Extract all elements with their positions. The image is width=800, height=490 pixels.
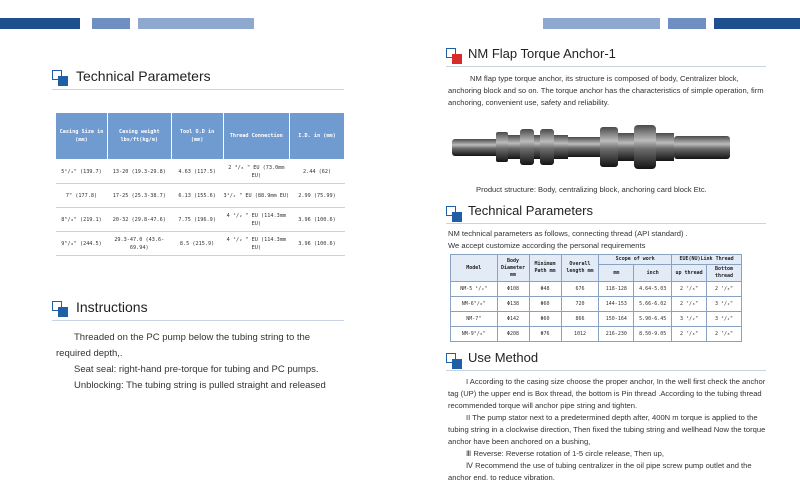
table-row (56, 232, 345, 256)
top-bar-left-light (138, 18, 254, 29)
section-rule (446, 223, 766, 224)
table-row (56, 184, 345, 208)
table-subheader: Bottom thread (707, 265, 742, 282)
table-cell: 4 ¹/₂ " EU (114.3mm EU) (223, 232, 289, 256)
right-tech-title: Technical Parameters (468, 203, 593, 218)
table-cell: 5¹/₂" (139.7) (56, 160, 108, 184)
instruction-line: Seat seal: right-hand pre-torque for tubing and PC pumps. (74, 364, 319, 375)
table-row (56, 160, 345, 184)
table-header: Casing Size in (mm) (56, 113, 108, 160)
product-intro: NM flap type torque anchor, its structure is composed of body, Centralizer block, anchoring block and so on. The torque anchor has the characteristics of simple operation, firm anchoring, convenient use, safety and reliability. (448, 74, 764, 107)
use-step: Ⅲ Reverse: Reverse rotation of 1-5 circle release, Then up, (466, 449, 664, 458)
nm-parameters-table (450, 254, 742, 342)
table-cell: 2 ⁷/₈" (707, 282, 742, 297)
table-cell: 3.96 (100.6) (290, 208, 345, 232)
section-icon (446, 353, 462, 369)
table-cell: 7" (177.8) (56, 184, 108, 208)
table-cell: 13-20 (19.3-29.8) (108, 160, 172, 184)
table-row (451, 312, 742, 327)
table-subheader: inch (634, 265, 672, 282)
table-cell: 5.66-6.02 (634, 297, 672, 312)
table-cell: 5.90-6.45 (634, 312, 672, 327)
top-bar-right-light (543, 18, 660, 29)
instructions-text (56, 330, 344, 394)
top-bar-right-dark (714, 18, 800, 29)
table-subheader: mm (599, 265, 634, 282)
table-cell: 9⁵/₈" (244.5) (56, 232, 108, 256)
table-cell: 720 (561, 297, 599, 312)
section-rule (52, 320, 344, 321)
table-cell: 2 ⁷/₈" (672, 282, 707, 297)
table-cell: 3 ¹/₂" (672, 312, 707, 327)
table-header: Tool O.D in (mm) (171, 113, 223, 160)
table-cell: 150-164 (599, 312, 634, 327)
use-step: I According to the casing size choose the proper anchor, In the well first check the anchor tag (UP) the upper end is Box thread, the bottom is Pin thread .According to the tubing thread recommended torque will anchor pipe string and tighten. (448, 377, 766, 410)
top-bar-left-dark (0, 18, 80, 29)
use-step: II The pump stator next to a predetermined depth after, 400N m torque is applied to the tubing string in a clockwise direction, Then fixed the tubing string and wellhead Now the torque anchor have been anchored on a bushing, (448, 413, 766, 446)
table-cell: NM-7" (451, 312, 498, 327)
left-tech-title: Technical Parameters (76, 68, 211, 84)
table-cell: 3¹/₂ " EU (88.9mm EU) (223, 184, 289, 208)
table-row (451, 297, 742, 312)
table-header: Thread Connection (223, 113, 289, 160)
casing-parameters-table (55, 112, 345, 256)
section-icon (52, 301, 68, 317)
table-cell: 2 ³/₈ " EU (73.0mm EU) (223, 160, 289, 184)
table-cell: 2.99 (75.99) (290, 184, 345, 208)
product-title: NM Flap Torque Anchor-1 (468, 46, 616, 61)
top-bar-right-mid (668, 18, 706, 29)
table-cell: 216-230 (599, 327, 634, 342)
table-cell: 3 ¹/₂" (707, 312, 742, 327)
table-row (56, 208, 345, 232)
table-header: I.D. in (mm) (290, 113, 345, 160)
table-header: EUE(NU)Link Thread (672, 255, 742, 265)
table-cell: 2 ⁷/₈" (672, 297, 707, 312)
instruction-line: Threaded on the PC pump below the tubing string to the required depth,. (56, 332, 311, 359)
table-header: Minimum Path mm (529, 255, 561, 282)
instructions-title: Instructions (76, 299, 148, 315)
table-cell: 118-128 (599, 282, 634, 297)
table-header: Body Diameter mm (497, 255, 529, 282)
section-rule (446, 370, 766, 371)
section-rule (446, 66, 766, 67)
table-cell: 1012 (561, 327, 599, 342)
table-header: Model (451, 255, 498, 282)
section-icon (446, 206, 462, 222)
table-cell: Φ60 (529, 297, 561, 312)
table-cell: Φ138 (497, 297, 529, 312)
table-header: Casing weight lbs/ft(kg/m) (108, 113, 172, 160)
table-cell: Φ48 (529, 282, 561, 297)
tech-notes: NM technical parameters as follows, connecting thread (API standard) . We accept customize according the personal requirements (448, 229, 688, 250)
table-cell: 8⁵/₈" (219.1) (56, 208, 108, 232)
table-cell: 4.63 (117.5) (171, 160, 223, 184)
table-cell: 8.50-9.05 (634, 327, 672, 342)
table-cell: 4.64-5.03 (634, 282, 672, 297)
table-cell: NM-5 ¹/₂" (451, 282, 498, 297)
table-cell: 2.44 (62) (290, 160, 345, 184)
table-cell: Φ208 (497, 327, 529, 342)
section-icon (52, 70, 68, 86)
table-row (451, 327, 742, 342)
table-cell: NM-6⁵/₈" (451, 297, 498, 312)
table-cell: 8.5 (215.9) (171, 232, 223, 256)
table-subheader: up thread (672, 265, 707, 282)
table-cell: 4 ¹/₂ " EU (114.3mm EU) (223, 208, 289, 232)
section-icon (446, 48, 462, 64)
top-bar-left-mid (92, 18, 130, 29)
section-rule (52, 89, 344, 90)
use-step: Ⅳ Recommend the use of tubing centralizer in the oil pipe screw pump outlet and the anchor end. to reduce vibration. (448, 461, 752, 482)
table-cell: 29.3-47.0 (43.6-69.94) (108, 232, 172, 256)
instruction-line: Unblocking: The tubing string is pulled straight and released (74, 380, 326, 391)
table-cell: 20-32 (29.8-47.6) (108, 208, 172, 232)
table-row (451, 282, 742, 297)
table-cell: 3.96 (100.6) (290, 232, 345, 256)
table-cell: 676 (561, 282, 599, 297)
table-cell: Φ60 (529, 312, 561, 327)
torque-anchor-illustration (450, 117, 732, 177)
table-cell: 144-153 (599, 297, 634, 312)
table-cell: 2 ⁷/₈" (707, 327, 742, 342)
table-header: Scope of work (599, 255, 672, 265)
table-cell: Φ108 (497, 282, 529, 297)
table-cell: Φ142 (497, 312, 529, 327)
table-cell: 6.13 (155.6) (171, 184, 223, 208)
table-cell: 17-25 (25.3-38.7) (108, 184, 172, 208)
table-cell: 866 (561, 312, 599, 327)
table-cell: 7.75 (196.9) (171, 208, 223, 232)
use-method-text (448, 376, 766, 490)
table-header: Overall length mm (561, 255, 599, 282)
table-cell: Φ76 (529, 327, 561, 342)
table-cell: 2 ⁷/₈" (672, 327, 707, 342)
use-method-title: Use Method (468, 350, 539, 365)
table-cell: 3 ¹/₂" (707, 297, 742, 312)
product-caption: Product structure: Body, centralizing block, anchoring card block Etc. (476, 185, 707, 194)
table-cell: NM-9⁵/₈" (451, 327, 498, 342)
